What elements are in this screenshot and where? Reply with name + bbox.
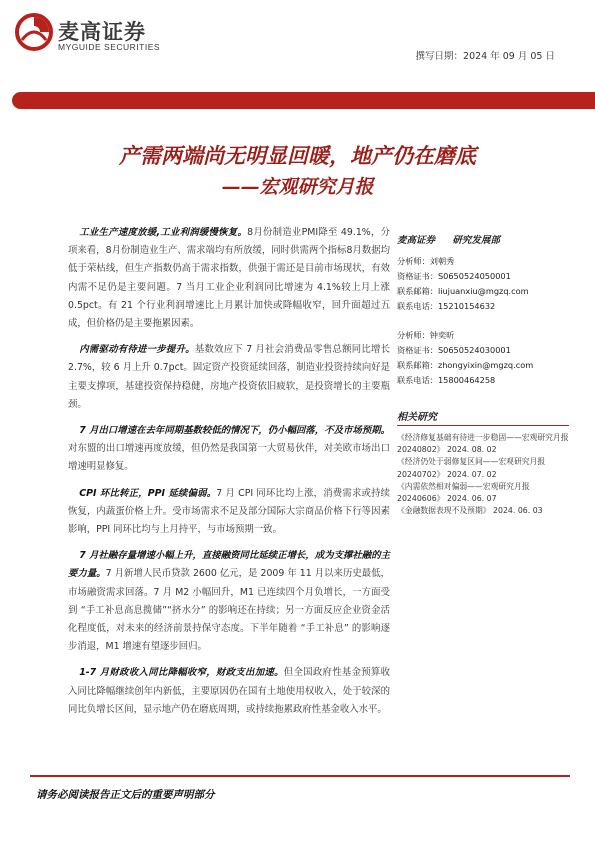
related-research-list bbox=[397, 432, 569, 517]
disclaimer-text: 请务必阅读报告正文后的重要声明部分 bbox=[36, 789, 215, 801]
paragraph-body: 7 月 CPI 同环比均上涨，消费需求或持续恢复，内蔬蛋价格上升。受市场需求不足及部分国际大宗商品价格下行等因素影响，PPI 同环比均与上月持平，与市场预期一致。 bbox=[68, 487, 391, 536]
report-subtitle: ——宏观研究月报 bbox=[221, 176, 374, 198]
paragraph-body: 8月份制造业PMI降至 49.1%，分项来看，8月份制造业生产、需求端均有所放缓，同时供需两个指标8月数据均低于荣枯线，但生产指数仍高于需求指数，供强于需还是目前市场现状，有效内需不足仍是主要问题。7 当月工业企业利润同比增速为 4.1%较上月上涨 0.5pct。有 21 个行业利润增速比上月累计加快或降幅收窄，回升面超过五成，但价格仍是主要拖累因素。 bbox=[68, 227, 390, 330]
dept-name: 研究发展部 bbox=[452, 235, 500, 246]
analyst-cert: 资格证书：S0650524030001 bbox=[397, 345, 511, 355]
summary-paragraph bbox=[68, 341, 390, 414]
sidebar bbox=[397, 232, 567, 402]
org-name: 麦高证券 bbox=[397, 235, 436, 246]
analyst-phone: 联系电话：15210154632 bbox=[397, 301, 496, 311]
paragraph-lead: 内需驱动有待进一步提升。 bbox=[79, 344, 195, 356]
related-item[interactable]: 《内需依然相对偏弱——宏观研究月报 20240606》 2024. 06. 07 bbox=[397, 481, 530, 504]
analyst-block bbox=[397, 328, 567, 388]
analyst-cert: 资格证书：S0650524050001 bbox=[397, 271, 511, 281]
logo-chinese-name: 麦高证券 bbox=[58, 20, 146, 44]
summary-paragraph bbox=[68, 485, 390, 540]
analyst-name: 分析师：钟奕昕 bbox=[397, 330, 455, 340]
main-content bbox=[68, 224, 390, 727]
logo-english-name: MYGUIDE SECURITIES bbox=[58, 42, 161, 52]
summary-paragraph bbox=[68, 422, 390, 477]
paragraph-lead: 7 月出口增速在去年同期基数较低的情况下，仍小幅回落，不及市场预期。 bbox=[79, 425, 390, 437]
summary-paragraph bbox=[68, 547, 390, 656]
logo-icon bbox=[14, 12, 54, 52]
header-red-bar bbox=[12, 92, 595, 109]
paragraph-body: 但全国政府性基金预算收入同比降幅继续创年内新低，主要原因仍在国有土地使用权收入，处于较深的同比负增长区间，显示地产仍在磨底周期，或持续拖累政府性基金收入水平。 bbox=[68, 667, 390, 715]
summary-paragraph bbox=[68, 224, 390, 333]
analyst-email: 联系邮箱：liujuanxiu@mgzq.com bbox=[397, 286, 529, 296]
related-research-title: 相关研究 bbox=[397, 412, 437, 423]
paragraph-body: 基数效应下 7 月社会消费品零售总额同比增长 2.7%，较 6 月上升 0.7pct。固定资产投资延续回落，制造业投资持续向好是主要支撑项，基建投资保持稳健，房地产投资依旧疲软，是投资增长的主要瓶颈。 bbox=[68, 344, 390, 410]
sidebar-header bbox=[397, 232, 567, 246]
summary-paragraph bbox=[68, 664, 390, 719]
footer-divider bbox=[30, 775, 570, 777]
company-logo bbox=[14, 12, 164, 56]
related-item[interactable]: 《经济仍处于弱修复区间——宏观研究月报 20240702》 2024. 07. 02 bbox=[397, 457, 546, 479]
paragraph-lead: 1-7 月财政收入同比降幅收窄，财政支出加速。 bbox=[79, 667, 284, 679]
paragraph-lead: 7 月社融存量增速小幅上升，直接融资同比延续正增长，成为支撑社融的主要力量。 bbox=[68, 550, 390, 580]
related-item[interactable]: 《金融数据表现不及预期》 2024. 06. 03 bbox=[397, 506, 543, 516]
paragraph-lead: 工业生产速度放缓,工业利润缓慢恢复。 bbox=[79, 227, 248, 238]
paragraph-body: 对东盟的出口增速再度放缓，但仍然是我国第一大贸易伙伴，对美欧市场出口增速明显修复。 bbox=[68, 443, 390, 473]
paragraph-lead: CPI 环比转正，PPI 延续偏弱。 bbox=[79, 487, 217, 499]
related-divider bbox=[397, 425, 569, 426]
related-item[interactable]: 《经济修复基础有待进一步稳固——宏观研究月报 20240802》 2024. 08. 02 bbox=[397, 433, 569, 455]
analyst-block bbox=[397, 254, 567, 314]
analyst-email: 联系邮箱：zhongyixin@mgzq.com bbox=[397, 360, 534, 370]
report-title: 产需两端尚无明显回暖，地产仍在磨底 bbox=[119, 143, 476, 168]
analyst-phone: 联系电话：15800464258 bbox=[397, 375, 496, 385]
paragraph-body: 7 月新增人民币贷款 2600 亿元，是 2009 年 11 月以来历史最低，市场融资需求回落。7 月 M2 小幅回升，M1 已连续四个月负增长，一方面受到 “手工补息高息揽储”“挤水分” 的影响还在持续；另一方面反应企业资金活化程度低，对未来的经济前景持保守态度。下半年随着 “手工补息” 的影响逐步消退，M1 增速有望逐步回归。 bbox=[68, 568, 390, 653]
report-date: 撰写日期：2024 年 09 月 05 日 bbox=[415, 51, 555, 62]
analyst-name: 分析师：刘朝秀 bbox=[397, 256, 455, 266]
